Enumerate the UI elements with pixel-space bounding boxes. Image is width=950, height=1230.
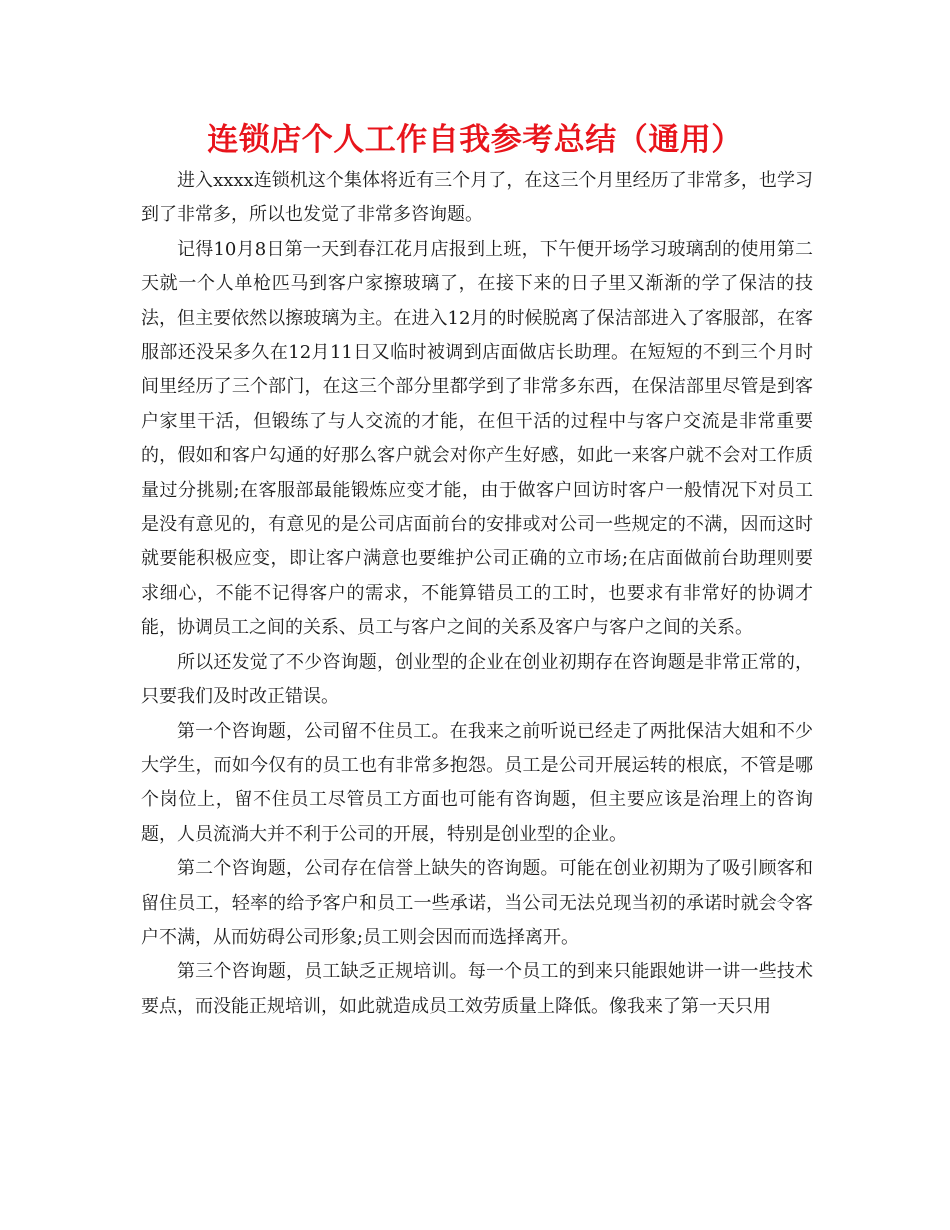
document-body [141, 164, 813, 1024]
paragraph: 第三个咨询题，员工缺乏正规培训。每一个员工的到来只能跟她讲一讲一些技术要点，而没能正规培训，如此就造成员工效劳质量上降低。像我来了第一天只用 [141, 961, 813, 1017]
paragraph: 第一个咨询题，公司留不住员工。在我来之前听说已经走了两批保洁大姐和不少大学生，而如今仅有的员工也有非常多抱怨。员工是公司开展运转的根底，不管是哪个岗位上，留不住员工尽管员工方面也可能有咨询题，但主要应该是治理上的咨询题，人员流淌大并不利于公司的开展，特别是创业型的企业。 [141, 720, 813, 845]
paragraph: 所以还发觉了不少咨询题，创业型的企业在创业初期存在咨询题是非常正常的，只要我们及时改正错误。 [141, 651, 813, 708]
paragraph: 记得10月8日第一天到春江花月店报到上班，下午便开场学习玻璃刮的使用第二天就一个人单枪匹马到客户家擦玻璃了，在接下来的日子里又渐渐的学了保洁的技法，但主要依然以擦玻璃为主。在进入12月的时候脱离了保洁部进入了客服部，在客服部还没呆多久在12月11日又临时被调到店面做店长助理。在短短的不到三个月时间里经历了三个部门，在这三个部分里都学到了非常多东西，在保洁部里尽管是到客户家里干活，但锻练了与人交流的才能，在但干活的过程中与客户交流是非常重要的，假如和客户勾通的好那么客户就会对你产生好感，如此一来客户就不会对工作质量过分挑剔;在客服部最能锻炼应变才能，由于做客户回访时客户一般情况下对员工是没有意见的，有意见的是公司店面前台的安排或对公司一些规定的不满，因而这时就要能积极应变，即让客户满意也要维护公司正确的立市场;在店面做前台助理则要求细心，不能不记得客户的需求，不能算错员工的工时，也要求有非常好的协调才能，协调员工之间的关系、员工与客户之间的关系及客户与客户之间的关系。 [141, 238, 813, 639]
document-title: 连锁店个人工作自我参考总结（通用） [207, 122, 743, 158]
paragraph: 进入xxxx连锁机这个集体将近有三个月了，在这三个月里经历了非常多，也学习到了非常多，所以也发觉了非常多咨询题。 [141, 170, 813, 226]
paragraph: 第二个咨询题，公司存在信誉上缺失的咨询题。可能在创业初期为了吸引顾客和留住员工，轻率的给予客户和员工一些承诺，当公司无法兑现当初的承诺时就会令客户不满，从而妨碍公司形象;员工则会因而而选择离开。 [141, 858, 813, 948]
